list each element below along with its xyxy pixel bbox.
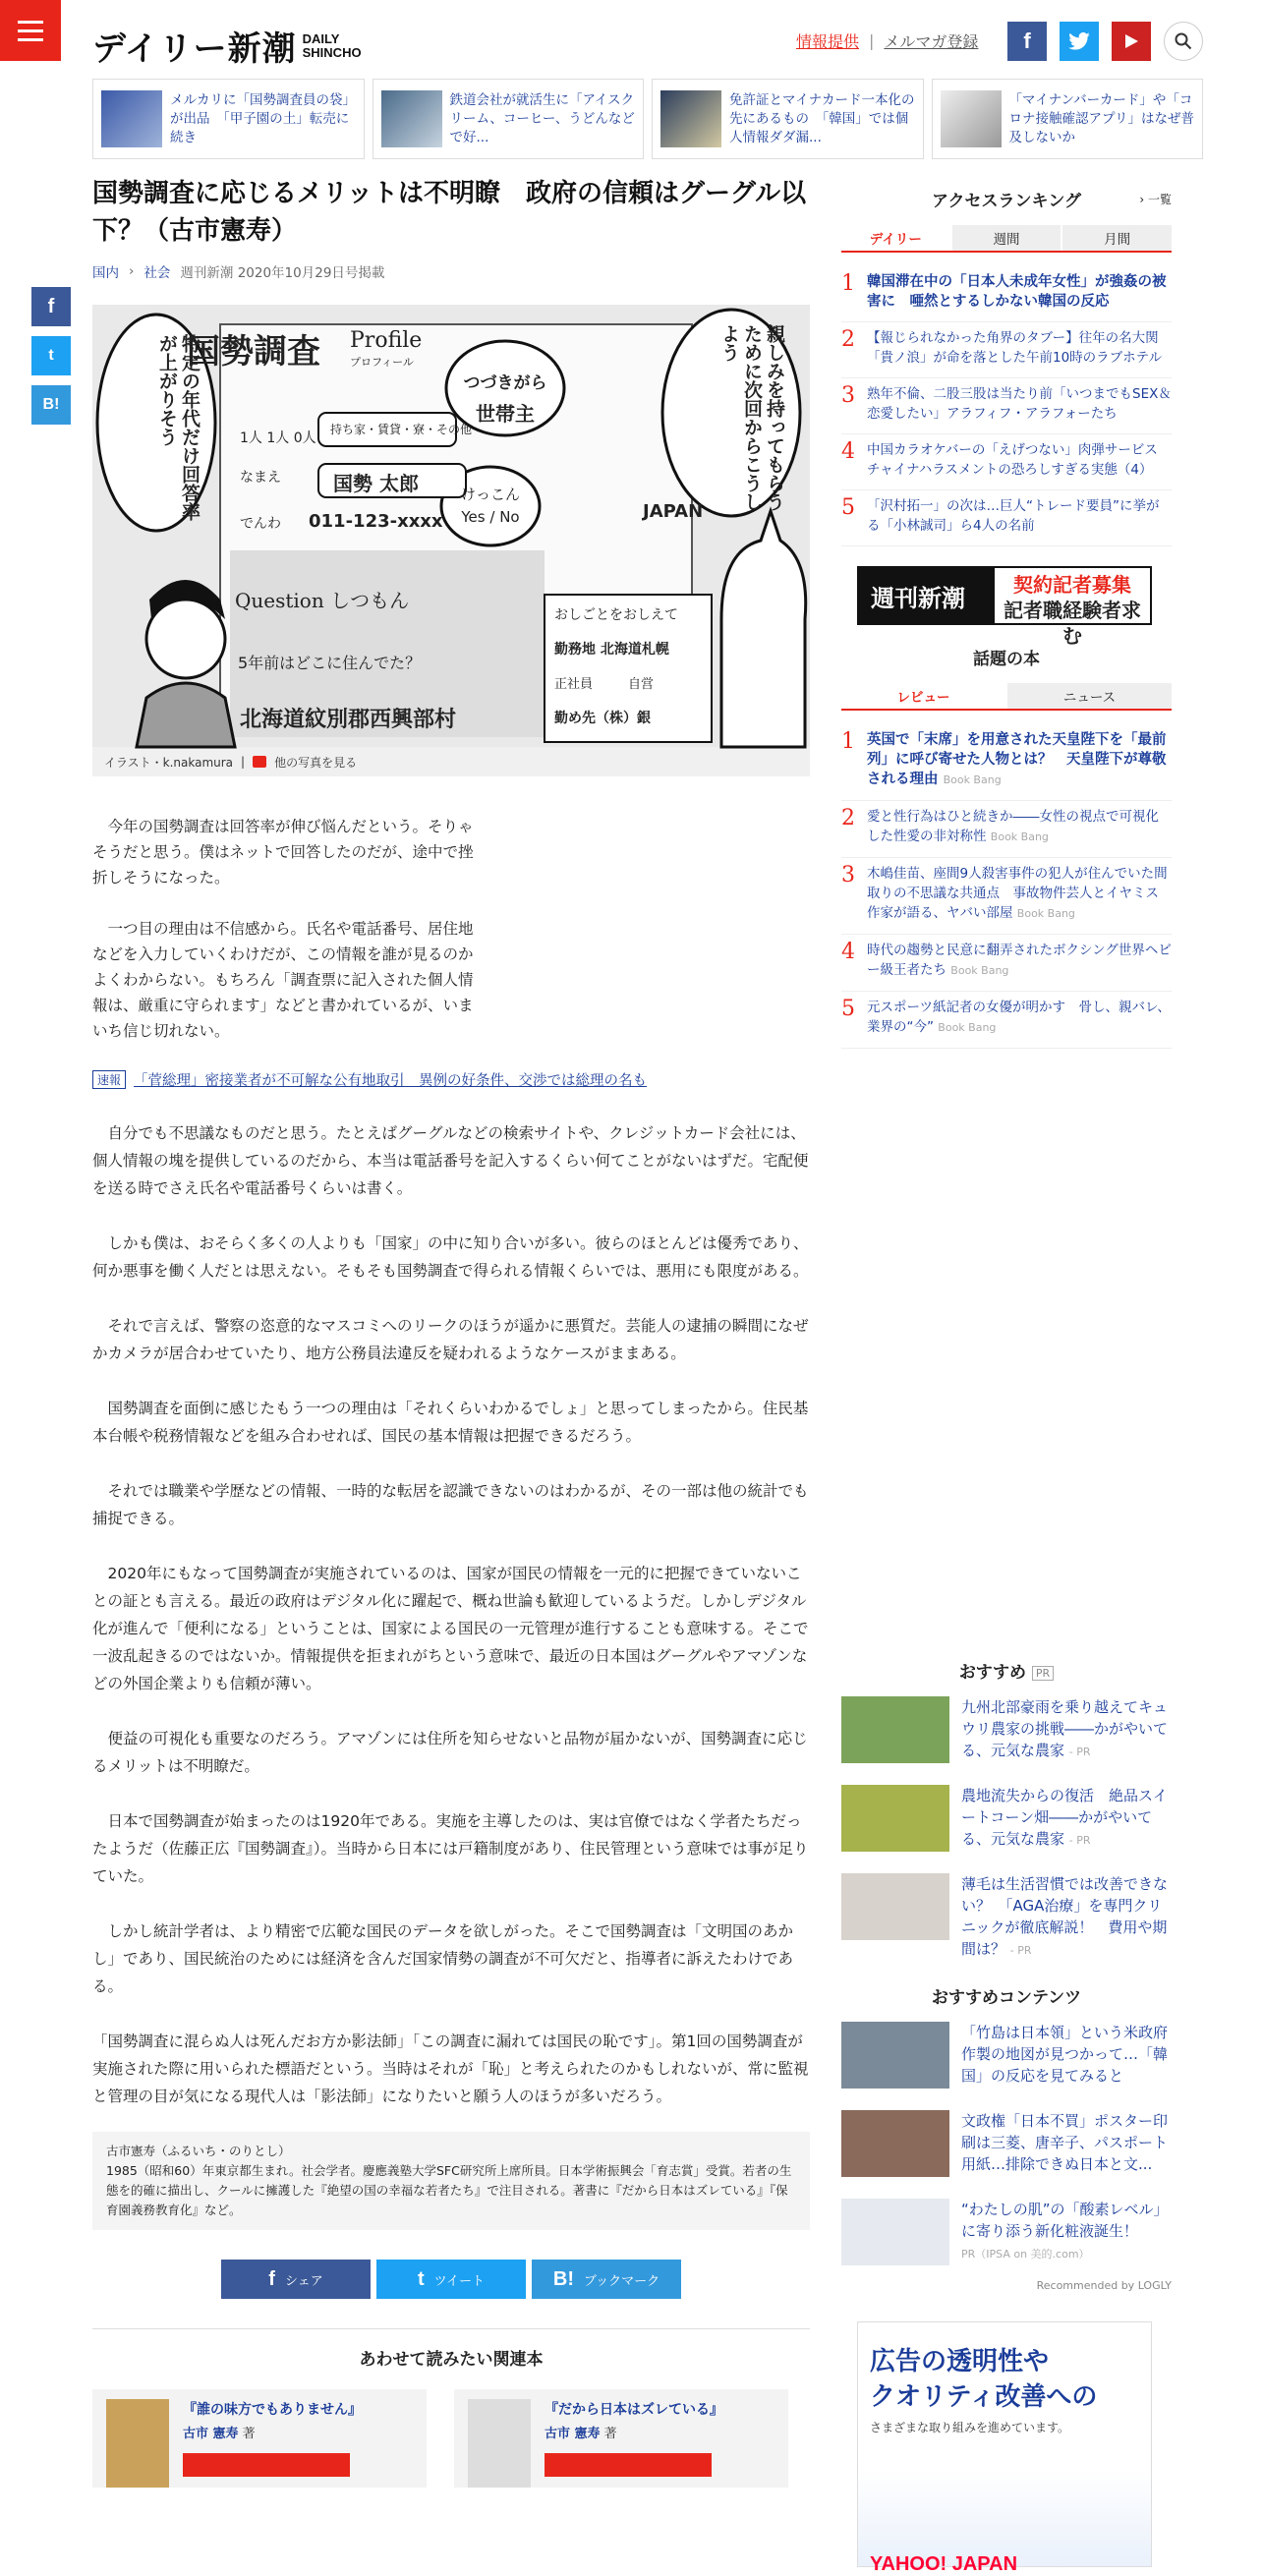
- article-body-intro: 今年の国勢調査は回答率が伸び悩んだという。そりゃそうだと思う。僕はネットで回答したのだが、途中で挫折しそうになった。 一つ目の理由は不信感から。氏名や電話番号、居住地などを入力していくわけだが、この情報を誰が見るのかよくわからない。もちろん「調査票に記入された個人情報は、厳重に守られます」などと書かれているが、いまいち信じ切れない。: [92, 818, 474, 1040]
- illus-yesno: Yes / No: [461, 508, 520, 526]
- illus-profile: Profile: [350, 328, 423, 353]
- recommend-item[interactable]: 薄毛は生活習慣では改善できない？ 「AGA治療」を専門クリニックが徹底解説！ 費用や期間は？ - PR: [841, 1873, 1172, 1962]
- ranking-item[interactable]: 1 韓国滞在中の「日本人未成年女性」が強姦の被害に 唖然とするしかない韓国の反応: [841, 266, 1172, 322]
- article-title: 国勢調査に応じるメリットは不明瞭 政府の信頼はグーグル以下？（古市憲寿）: [92, 179, 807, 246]
- float-twitter-icon[interactable]: t: [31, 336, 71, 375]
- illus-japan: JAPAN: [643, 501, 704, 522]
- illus-jieigyo: 自営: [628, 677, 655, 692]
- content-item[interactable]: 文政権「日本不買」ポスター印刷は三菱、唐辛子、パスポート用紙…排除できぬ日本と文...: [841, 2110, 1172, 2177]
- illus-kinmusaki: 勤務地 北海道札幌: [554, 642, 669, 658]
- ranking-item[interactable]: 3 熟年不倫、二股三股は当たり前「いつまでもSEX＆恋愛したい」アラフィフ・アラフォーたち: [841, 378, 1172, 434]
- illus-oshigoto: おしごとをおしえて: [554, 607, 678, 623]
- books-tabs: [841, 683, 1172, 711]
- breaking-news: [92, 1069, 810, 1090]
- books-title: 話題の本: [973, 650, 1040, 669]
- ranking-more-link[interactable]: › 一覧: [1139, 193, 1172, 206]
- illus-mochiie: 持ち家・賃貸・寮・その他: [330, 423, 473, 436]
- ranking-item[interactable]: 5 「沢村拓一」の次は…巨人“トレード要員”に挙がる「小林誠司」ら4人の名前: [841, 490, 1172, 546]
- logo-text: デイリー新潮: [92, 29, 297, 69]
- illus-tsutomesaki: 勤め先（株）銀: [554, 711, 651, 726]
- recommend-thumbnail: [841, 1873, 949, 1940]
- content-thumbnail: [841, 2022, 949, 2089]
- top-news-item[interactable]: メルカリに「国勢調査員の袋」が出品 「甲子園の土」転売に続き: [92, 79, 365, 159]
- breadcrumb: [92, 261, 810, 281]
- content-thumbnail: [841, 2110, 949, 2177]
- breaking-tag: 速報: [92, 1070, 126, 1089]
- facebook-icon: f: [268, 2267, 275, 2290]
- share-buttons: [92, 2260, 810, 2299]
- youtube-icon[interactable]: [1112, 22, 1151, 61]
- share-hatena-button[interactable]: B! ブックマーク: [532, 2260, 681, 2299]
- illus-setainushi: 世帯主: [476, 402, 535, 426]
- info-link[interactable]: 情報提供: [796, 32, 860, 51]
- hatena-icon: B!: [552, 2267, 574, 2290]
- illus-q5: 5年前はどこに住んでた？: [238, 654, 422, 672]
- author-bio: 古市憲寿（ふるいち・のりとし） 1985（昭和60）年東京都生まれ。社会学者。慶應義塾大学SFC研究所上席所員。日本学術振興会「育志賞」受賞。若者の生態を的確に描出し、クールに擁護した『絶望の国の幸福な若者たち』で注目される。著書に『だから日本はズレている』『保育園義務教育化』など。: [92, 2132, 810, 2230]
- logly-credit: Recommended by LOGLY: [1036, 2279, 1172, 2292]
- top-news-item[interactable]: 鉄道会社が就活生に「アイスクリーム、コーヒー、うどんなどで好...: [373, 79, 645, 159]
- hero-illustration[interactable]: [92, 305, 810, 747]
- share-twitter-button[interactable]: t ツイート: [376, 2260, 526, 2299]
- news-thumbnail: [941, 90, 1002, 147]
- illus-profile-kana: プロフィール: [350, 356, 414, 369]
- book-item[interactable]: 4 時代の趨勢と民意に翻弄されたボクシング世界ヘビー級王者たち Book Bang: [841, 935, 1172, 992]
- illus-name-label: なまえ: [240, 470, 281, 486]
- ranking-item[interactable]: 2 【報じられなかった角界のタブー】往年の名大関「貴ノ浪」が命を落とした午前10時のラブホテル: [841, 322, 1172, 378]
- book-item[interactable]: 1 英国で「末席」を用意された天皇陛下を「最前列」に呼び寄せた人物とは？ 天皇陛下が尊敬される理由 Book Bang: [841, 724, 1172, 801]
- ranking-tabs: [841, 225, 1172, 253]
- book-item[interactable]: 3 木嶋佳苗、座間9人殺害事件の犯人が住んでいた間取りの不思議な共通点 事故物件芸人とイヤミス作家が語る、ヤバい部屋 Book Bang: [841, 858, 1172, 935]
- news-thumbnail: [660, 90, 721, 147]
- bubble-left: 特定の年代だけ回答率が上がりそう: [156, 334, 201, 521]
- recommend-thumbnail: [841, 1696, 949, 1763]
- twitter-icon: t: [417, 2267, 425, 2290]
- share-facebook-button[interactable]: f シェア: [221, 2260, 371, 2299]
- related-books: [92, 2328, 810, 2488]
- recruit-banner[interactable]: 週刊新潮 契約記者募集 記者職経験者求む: [857, 566, 1152, 625]
- float-hatena-icon[interactable]: B!: [31, 385, 71, 425]
- book-item[interactable]: 5 元スポーツ紙記者の女優が明かす 骨し、親バレ、業界の“今” Book Bang: [841, 992, 1172, 1049]
- ranking-title: アクセスランキング › 一覧: [932, 192, 1172, 211]
- float-facebook-icon[interactable]: f: [31, 287, 71, 326]
- facebook-icon[interactable]: f: [1007, 22, 1047, 61]
- news-thumbnail: [381, 90, 442, 147]
- top-news-item[interactable]: 免許証とマイナカード一本化の先にあるもの 「韓国」では個人情報ダダ漏...: [652, 79, 924, 159]
- illus-tsuzukigara: つづきがら: [463, 373, 547, 393]
- illus-title: 国勢調査: [187, 332, 320, 372]
- breaking-link[interactable]: 「菅総理」密接業者が不可解な公有地取引 異例の好条件、交渉では総理の名も: [134, 1073, 648, 1089]
- book-cover: [468, 2399, 531, 2488]
- ranking-item[interactable]: 4 中国カラオケバーの「えげつない」肉弾サービス チャイナハラスメントの恐ろしすぎる実態（4）: [841, 434, 1172, 490]
- illus-tel-value: 011-123-xxxx: [309, 511, 443, 532]
- tab-review[interactable]: レビュー: [841, 683, 1005, 709]
- site-logo[interactable]: [92, 22, 362, 70]
- illus-address: 北海道紋別郡西興部村: [240, 708, 457, 732]
- recommend-thumbnail: [841, 1785, 949, 1852]
- contents-title: おすすめコンテンツ: [931, 1988, 1082, 2008]
- yahoo-logo: YAHOO! JAPAN: [870, 2553, 1018, 2575]
- illus-counts: 1人 1人 0人: [240, 430, 316, 446]
- news-thumbnail: [101, 90, 162, 147]
- tab-monthly[interactable]: 月間: [1062, 225, 1172, 251]
- bubble-right: 親しみを持ってもらうために次回からこうしよう: [718, 324, 785, 511]
- article: [92, 175, 810, 2488]
- menu-button[interactable]: [0, 0, 61, 61]
- illus-name-value: 国勢 太郎: [333, 472, 419, 495]
- related-book[interactable]: 『誰の味方でもありません』 古市 憲寿 著: [92, 2389, 427, 2488]
- related-book[interactable]: 『だから日本はズレている』 古市 憲寿 著: [454, 2389, 788, 2488]
- content-thumbnail: [841, 2199, 949, 2265]
- chevron-right-icon: ›: [129, 263, 135, 279]
- book-cover: [106, 2399, 169, 2488]
- tab-news[interactable]: ニュース: [1007, 683, 1172, 709]
- search-icon[interactable]: [1164, 22, 1203, 61]
- illus-seishain: 正社員: [554, 677, 594, 692]
- illus-tel-label: でんわ: [240, 516, 281, 532]
- top-news-item[interactable]: 「マイナンバーカード」や「コロナ接触確認アプリ」はなぜ普及しないか: [932, 79, 1204, 159]
- tab-weekly[interactable]: 週間: [952, 225, 1061, 251]
- newsletter-link[interactable]: メルマガ登録: [884, 32, 979, 51]
- camera-icon: [253, 756, 266, 768]
- more-photos-link[interactable]: 他の写真を見る: [274, 755, 358, 770]
- article-body: 自分でも不思議なものだと思う。たとえばグーグルなどの検索サイトや、クレジットカード会社には、個人情報の塊を提供しているのだから、本当は電話番号を記入するくらい何てことがないはずだ。宅配便を送る時でさえ氏名や電話番号くらいは書く。 しかも僕は、おそらく多くの人よりも「国家」の中に知り合いが多い。彼らのほとんどは優秀であり、何か悪事を働く人だとは思えない。そもそも国勢調査で得られる情報くらいでは、悪用にも限度がある。 それで言えば、警察の恣意的なマスコミへのリークのほうが遥かに悪質だ。芸能人の逮捕の瞬間になぜかカメラが居合わせていたり、地方公務員法違反を疑われるようなケースがままある。 国勢調査を面倒に感じたもう一つの理由は「それくらいわかるでしょ」と思ってしまったから。住民基本台帳や税務情報などを組み合わせれば、国民の基本情報は把握できるだろう。 それでは職業や学歴などの情報、一時的な転居を認識できないのはわかるが、その一部は他の統計でも捕捉できる。 2020年にもなって国勢調査が実施されているのは、国家が国民の情報を一元的に把握できていないことの証とも言える。最近の政府はデジタル化に躍起で、概ね世論も歓迎しているようだ。しかしデジタル化が進んで「便利になる」ということは、国家による国民の一元管理が進行することも意味する。そこで一波乱起きるのではないか。情報提供を拒まれがちという意味で、最近の日本国はグーグルやアマゾンなどの外国企業よりも信頼が薄い。 便益の可視化も重要なのだろう。アマゾンには住所を知らせないと品物が届かないが、国勢調査に応じるメリットは不明瞭だ。 日本で国勢調査が始まったのは1920年である。実施を主導したのは、実は官僚ではなく学者たちだったようだ（佐藤正広『国勢調査』）。当時から日本には戸籍制度があり、住民管理という意味では事が足りていた。 しかし統計学者は、より精密で広範な国民のデータを欲しがった。そこで国勢調査は「文明国のあかし」であり、国民統治のためには経済を含んだ国家情勢の調査が不可欠だと、指導者に訴えたわけである。 「国勢調査に混らぬ人は死んだお方か影法師」「この調査に漏れては国民の恥です」。第1回の国勢調査が実施された際に用いられた標語だという。当時はそれが「恥」と考えられたのかもしれないが、常に監視と管理の目が気になる現代人は「影法師」になりたいと願う人のほうが多いだろう。: [92, 1124, 809, 2105]
- header-links: 情報提供 | メルマガ登録: [796, 31, 979, 51]
- article-meta: 週刊新潮 2020年10月29日号掲載: [180, 265, 385, 281]
- sidebar: [841, 187, 1172, 2575]
- image-caption: イラスト・k.nakamura | 他の写真を見る: [92, 747, 810, 776]
- content-item[interactable]: “わたしの肌”の「酸素レベル」に寄り添う新化粧液誕生！ PR（IPSA on 美的.com）: [841, 2199, 1172, 2265]
- content-item[interactable]: 「竹島は日本領」という米政府作製の地図が見つかって…「韓国」の反応を見てみると: [841, 2022, 1172, 2089]
- crumb-society[interactable]: 社会: [143, 265, 171, 281]
- related-title: あわせて読みたい関連本: [359, 2350, 544, 2370]
- logo-sub: DAILY SHINCHO: [302, 30, 362, 60]
- twitter-icon[interactable]: [1060, 22, 1099, 61]
- recommend-item[interactable]: 農地流失からの復活 絶品スイートコーン畑――かがやいてる、元気な農家 - PR: [841, 1785, 1172, 1852]
- recommend-title: おすすめ PR: [841, 1658, 1172, 1683]
- buy-button[interactable]: [545, 2453, 712, 2477]
- illus-kekkon: けっこん: [460, 486, 520, 503]
- top-news: [92, 79, 1203, 159]
- buy-button[interactable]: [183, 2453, 350, 2477]
- crumb-domestic[interactable]: 国内: [92, 265, 119, 281]
- illus-question: Question しつもん: [235, 589, 410, 612]
- book-item[interactable]: 2 愛と性行為はひと続きか――女性の視点で可視化した性愛の非対称性 Book Bang: [841, 801, 1172, 858]
- yahoo-ad[interactable]: 広告の透明性や クオリティ改善への さまざまな取り組みを進めています。 YAHOO! JAPAN: [857, 2321, 1152, 2567]
- tab-daily[interactable]: デイリー: [841, 225, 950, 251]
- recommend-item[interactable]: 九州北部豪雨を乗り越えてキュウリ農家の挑戦――かがやいてる、元気な農家 - PR: [841, 1696, 1172, 1763]
